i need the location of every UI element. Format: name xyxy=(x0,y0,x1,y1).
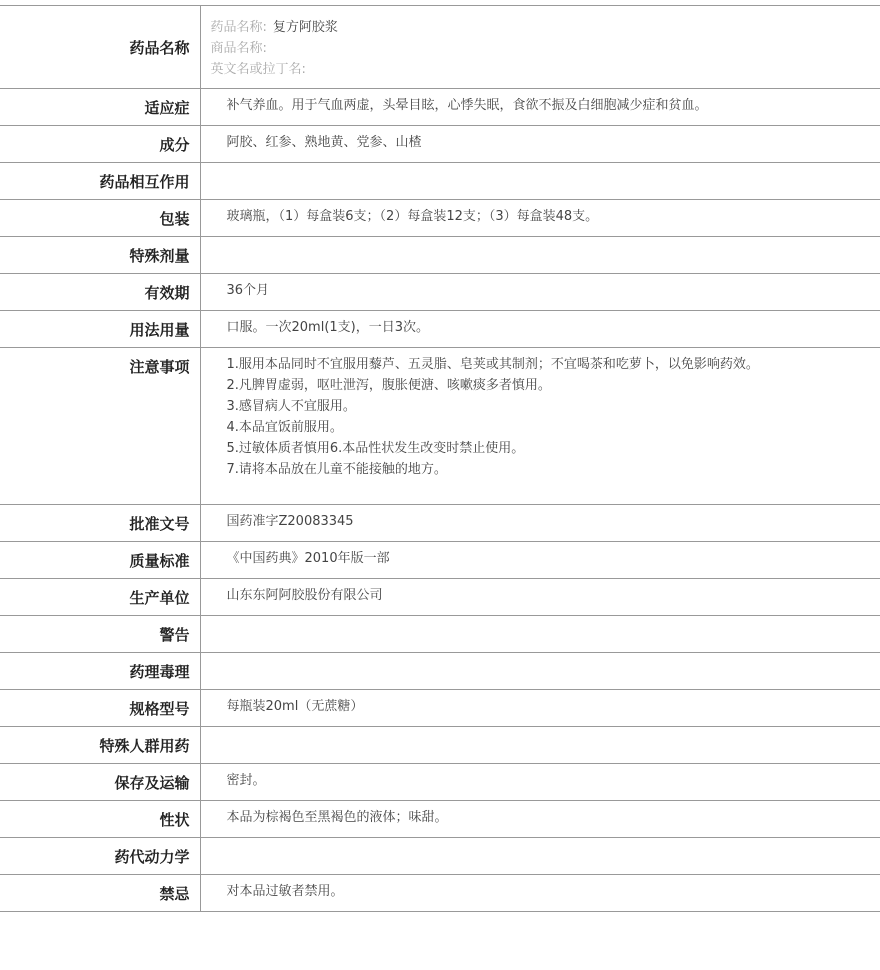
row-shelf-life xyxy=(0,274,880,311)
package-value: 玻璃瓶，（1）每盒装6支；（2）每盒装12支；（3）每盒装48支。 xyxy=(200,200,880,237)
generic-name-value: 复方阿胶浆 xyxy=(272,20,338,35)
pharmacology-value xyxy=(200,653,880,690)
pharmacology-label: 药理毒理 xyxy=(0,653,200,690)
drug-info-table xyxy=(0,5,880,912)
interactions-label: 药品相互作用 xyxy=(0,163,200,200)
contraindications-value: 对本品过敏者禁用。 xyxy=(200,875,880,912)
row-special-population xyxy=(0,727,880,764)
standard-value: 《中国药典》2010年版一部 xyxy=(200,542,880,579)
description-value: 本品为棕褐色至黑褐色的液体；味甜。 xyxy=(200,801,880,838)
ingredients-label: 成分 xyxy=(0,126,200,163)
precaution-line: 4.本品宜饭前服用。 xyxy=(226,420,343,435)
row-usage xyxy=(0,311,880,348)
row-drug-name xyxy=(0,6,880,89)
precaution-line: 1.服用本品同时不宜服用藜芦、五灵脂、皂荚或其制剂；不宜喝茶和吃萝卜，以免影响药效。 xyxy=(226,357,759,372)
row-warning xyxy=(0,616,880,653)
row-precautions xyxy=(0,348,880,505)
row-manufacturer xyxy=(0,579,880,616)
storage-label: 保存及运输 xyxy=(0,764,200,801)
approval-label: 批准文号 xyxy=(0,505,200,542)
row-package xyxy=(0,200,880,237)
trade-name-key: 商品名称: xyxy=(210,41,267,56)
trade-name-line xyxy=(211,38,880,59)
row-pharmacokinetics xyxy=(0,838,880,875)
row-indication xyxy=(0,89,880,126)
ingredients-value: 阿胶、红参、熟地黄、党参、山楂 xyxy=(200,126,880,163)
specification-value: 每瓶装20ml（无蔗糖） xyxy=(200,690,880,727)
description-label: 性状 xyxy=(0,801,200,838)
english-name-key: 英文名或拉丁名: xyxy=(210,62,306,77)
usage-value: 口服。一次20ml(1支)，一日3次。 xyxy=(200,311,880,348)
warning-value xyxy=(200,616,880,653)
storage-value: 密封。 xyxy=(200,764,880,801)
english-name-line xyxy=(211,59,880,80)
standard-label: 质量标准 xyxy=(0,542,200,579)
warning-label: 警告 xyxy=(0,616,200,653)
row-approval xyxy=(0,505,880,542)
precaution-line: 7.请将本品放在儿童不能接触的地方。 xyxy=(226,462,447,477)
shelf-life-label: 有效期 xyxy=(0,274,200,311)
special-dosage-label: 特殊剂量 xyxy=(0,237,200,274)
special-population-value xyxy=(200,727,880,764)
row-standard xyxy=(0,542,880,579)
pharmacokinetics-label: 药代动力学 xyxy=(0,838,200,875)
precaution-line: 2.凡脾胃虚弱，呕吐泄泻，腹胀便溏、咳嗽痰多者慎用。 xyxy=(226,378,551,393)
generic-name-line xyxy=(211,17,880,38)
interactions-value xyxy=(200,163,880,200)
row-storage xyxy=(0,764,880,801)
precaution-line: 5.过敏体质者慎用6.本品性状发生改变时禁止使用。 xyxy=(226,441,525,456)
row-contraindications xyxy=(0,875,880,912)
row-ingredients xyxy=(0,126,880,163)
drug-name-value xyxy=(200,6,880,89)
manufacturer-value: 山东东阿阿胶股份有限公司 xyxy=(200,579,880,616)
row-specification xyxy=(0,690,880,727)
usage-label: 用法用量 xyxy=(0,311,200,348)
special-population-label: 特殊人群用药 xyxy=(0,727,200,764)
approval-value: 国药准字Z20083345 xyxy=(200,505,880,542)
precautions-value xyxy=(200,348,880,505)
package-label: 包装 xyxy=(0,200,200,237)
indication-label: 适应症 xyxy=(0,89,200,126)
pharmacokinetics-value xyxy=(200,838,880,875)
precaution-line: 3.感冒病人不宜服用。 xyxy=(226,399,356,414)
row-special-dosage xyxy=(0,237,880,274)
specification-label: 规格型号 xyxy=(0,690,200,727)
manufacturer-label: 生产单位 xyxy=(0,579,200,616)
special-dosage-value xyxy=(200,237,880,274)
contraindications-label: 禁忌 xyxy=(0,875,200,912)
row-interactions xyxy=(0,163,880,200)
row-description xyxy=(0,801,880,838)
precautions-label: 注意事项 xyxy=(0,348,200,505)
indication-value: 补气养血。用于气血两虚，头晕目眩，心悸失眠，食欲不振及白细胞减少症和贫血。 xyxy=(200,89,880,126)
shelf-life-value: 36个月 xyxy=(200,274,880,311)
generic-name-key: 药品名称: xyxy=(210,20,267,35)
row-pharmacology xyxy=(0,653,880,690)
drug-name-label: 药品名称 xyxy=(0,6,200,89)
